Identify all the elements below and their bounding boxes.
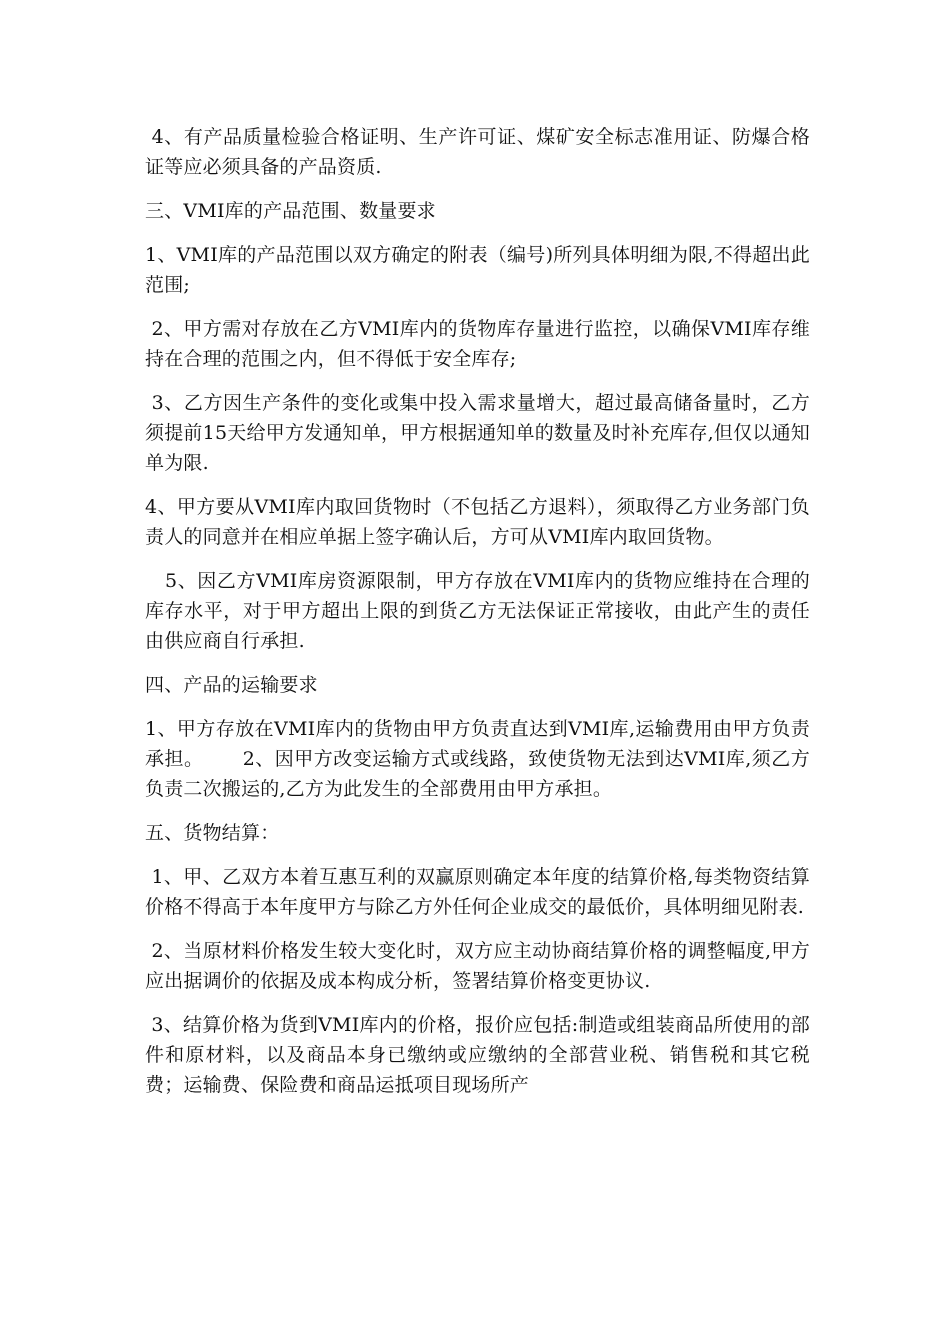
- section-heading-5: 五、货物结算：: [145, 822, 280, 844]
- paragraph-scope-5: 5、因乙方VMI库房资源限制，甲方存放在VMI库内的货物应维持在合理的库存水平，对于甲方超出上限的到货乙方无法保证正常接收，由此产生的责任由供应商自行承担.: [145, 570, 811, 652]
- paragraph-scope-3: 3、乙方因生产条件的变化或集中投入需求量增大，超过最高储备量时，乙方须提前15天给甲方发通知单，甲方根据通知单的数量及时补充库存,但仅以通知单为限.: [145, 392, 810, 474]
- paragraph-settlement-1: 1、甲、乙双方本着互惠互利的双赢原则确定本年度的结算价格,每类物资结算价格不得高于本年度甲方与除乙方外任何企业成交的最低价，具体明细见附表.: [145, 866, 810, 918]
- section-heading-3: 三、VMI库的产品范围、数量要求: [145, 200, 436, 222]
- paragraph-transport-1-2: 1、甲方存放在VMI库内的货物由甲方负责直达到VMI库,运输费用由甲方负责承担。 2、因甲方改变运输方式或线路，致使货物无法到达VMI库,须乙方负责二次搬运的,乙方为此发生的全部费用由甲方承担。: [145, 718, 810, 800]
- paragraph-scope-2: 2、甲方需对存放在乙方VMI库内的货物库存量进行监控，以确保VMI库存维持在合理的范围之内，但不得低于安全库存;: [145, 318, 810, 370]
- paragraph-scope-4: 4、甲方要从VMI库内取回货物时（不包括乙方退料），须取得乙方业务部门负责人的同意并在相应单据上签字确认后，方可从VMI库内取回货物。: [145, 496, 810, 548]
- paragraph-settlement-2: 2、当原材料价格发生较大变化时，双方应主动协商结算价格的调整幅度,甲方应出据调价的依据及成本构成分析，签署结算价格变更协议.: [145, 940, 810, 992]
- section-heading-4: 四、产品的运输要求: [145, 674, 318, 696]
- paragraph-settlement-3: 3、结算价格为货到VMI库内的价格，报价应包括:制造或组装商品所使用的部件和原材料，以及商品本身已缴纳或应缴纳的全部营业税、销售税和其它税费；运输费、保险费和商品运抵项目现场所产: [145, 1014, 810, 1096]
- document-body: [145, 122, 810, 1114]
- paragraph-scope-1: 1、VMI库的产品范围以双方确定的附表（编号)所列具体明细为限,不得超出此范围;: [145, 244, 810, 296]
- paragraph-qualification-4: 4、有产品质量检验合格证明、生产许可证、煤矿安全标志准用证、防爆合格证等应必须具备的产品资质.: [145, 126, 810, 178]
